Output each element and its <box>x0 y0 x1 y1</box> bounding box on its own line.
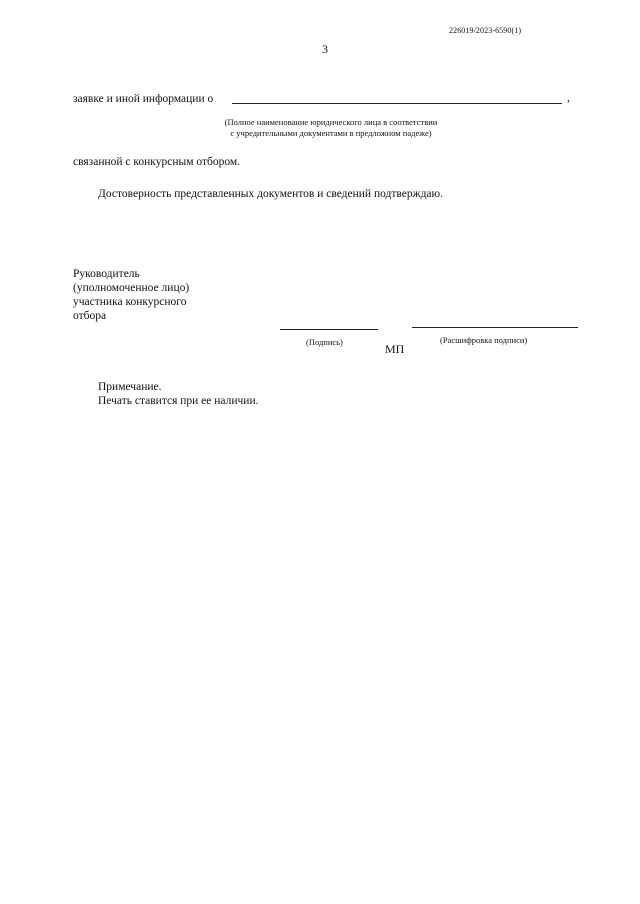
document-number: 226019/2023-6590(1) <box>449 26 522 35</box>
connected-text: связанной с конкурсным отбором. <box>73 156 241 168</box>
confirmation-text: Достоверность представленных документов и сведений подтверждаю. <box>98 188 443 200</box>
page-number: 3 <box>322 42 328 56</box>
note-title: Примечание. <box>98 381 162 393</box>
line-comma: , <box>567 92 570 104</box>
caption-line: (Полное наименование юридического лица в соответствии <box>224 117 438 127</box>
signer-line: отбора <box>73 310 107 322</box>
signature-decode-fill-line <box>412 327 578 328</box>
info-about-text: заявке и иной информации о <box>73 93 214 105</box>
note-text: Печать ставится при ее наличии. <box>98 395 259 407</box>
note-block <box>98 380 259 408</box>
signature-decode-caption: (Расшифровка подписи) <box>440 335 528 345</box>
signature-caption: (Подпись) <box>306 337 343 347</box>
signer-line: (уполномоченное лицо) <box>73 282 190 294</box>
signature-fill-line <box>280 329 378 330</box>
legal-entity-name-fill-line <box>232 103 562 104</box>
signer-line: Руководитель <box>73 268 140 280</box>
stamp-place-label: МП <box>385 342 405 356</box>
caption-line: с учредительными документами в предложном падеже) <box>230 128 432 138</box>
legal-entity-caption <box>186 117 476 139</box>
signer-line: участника конкурсного <box>73 296 187 308</box>
signer-title-block <box>73 267 189 323</box>
